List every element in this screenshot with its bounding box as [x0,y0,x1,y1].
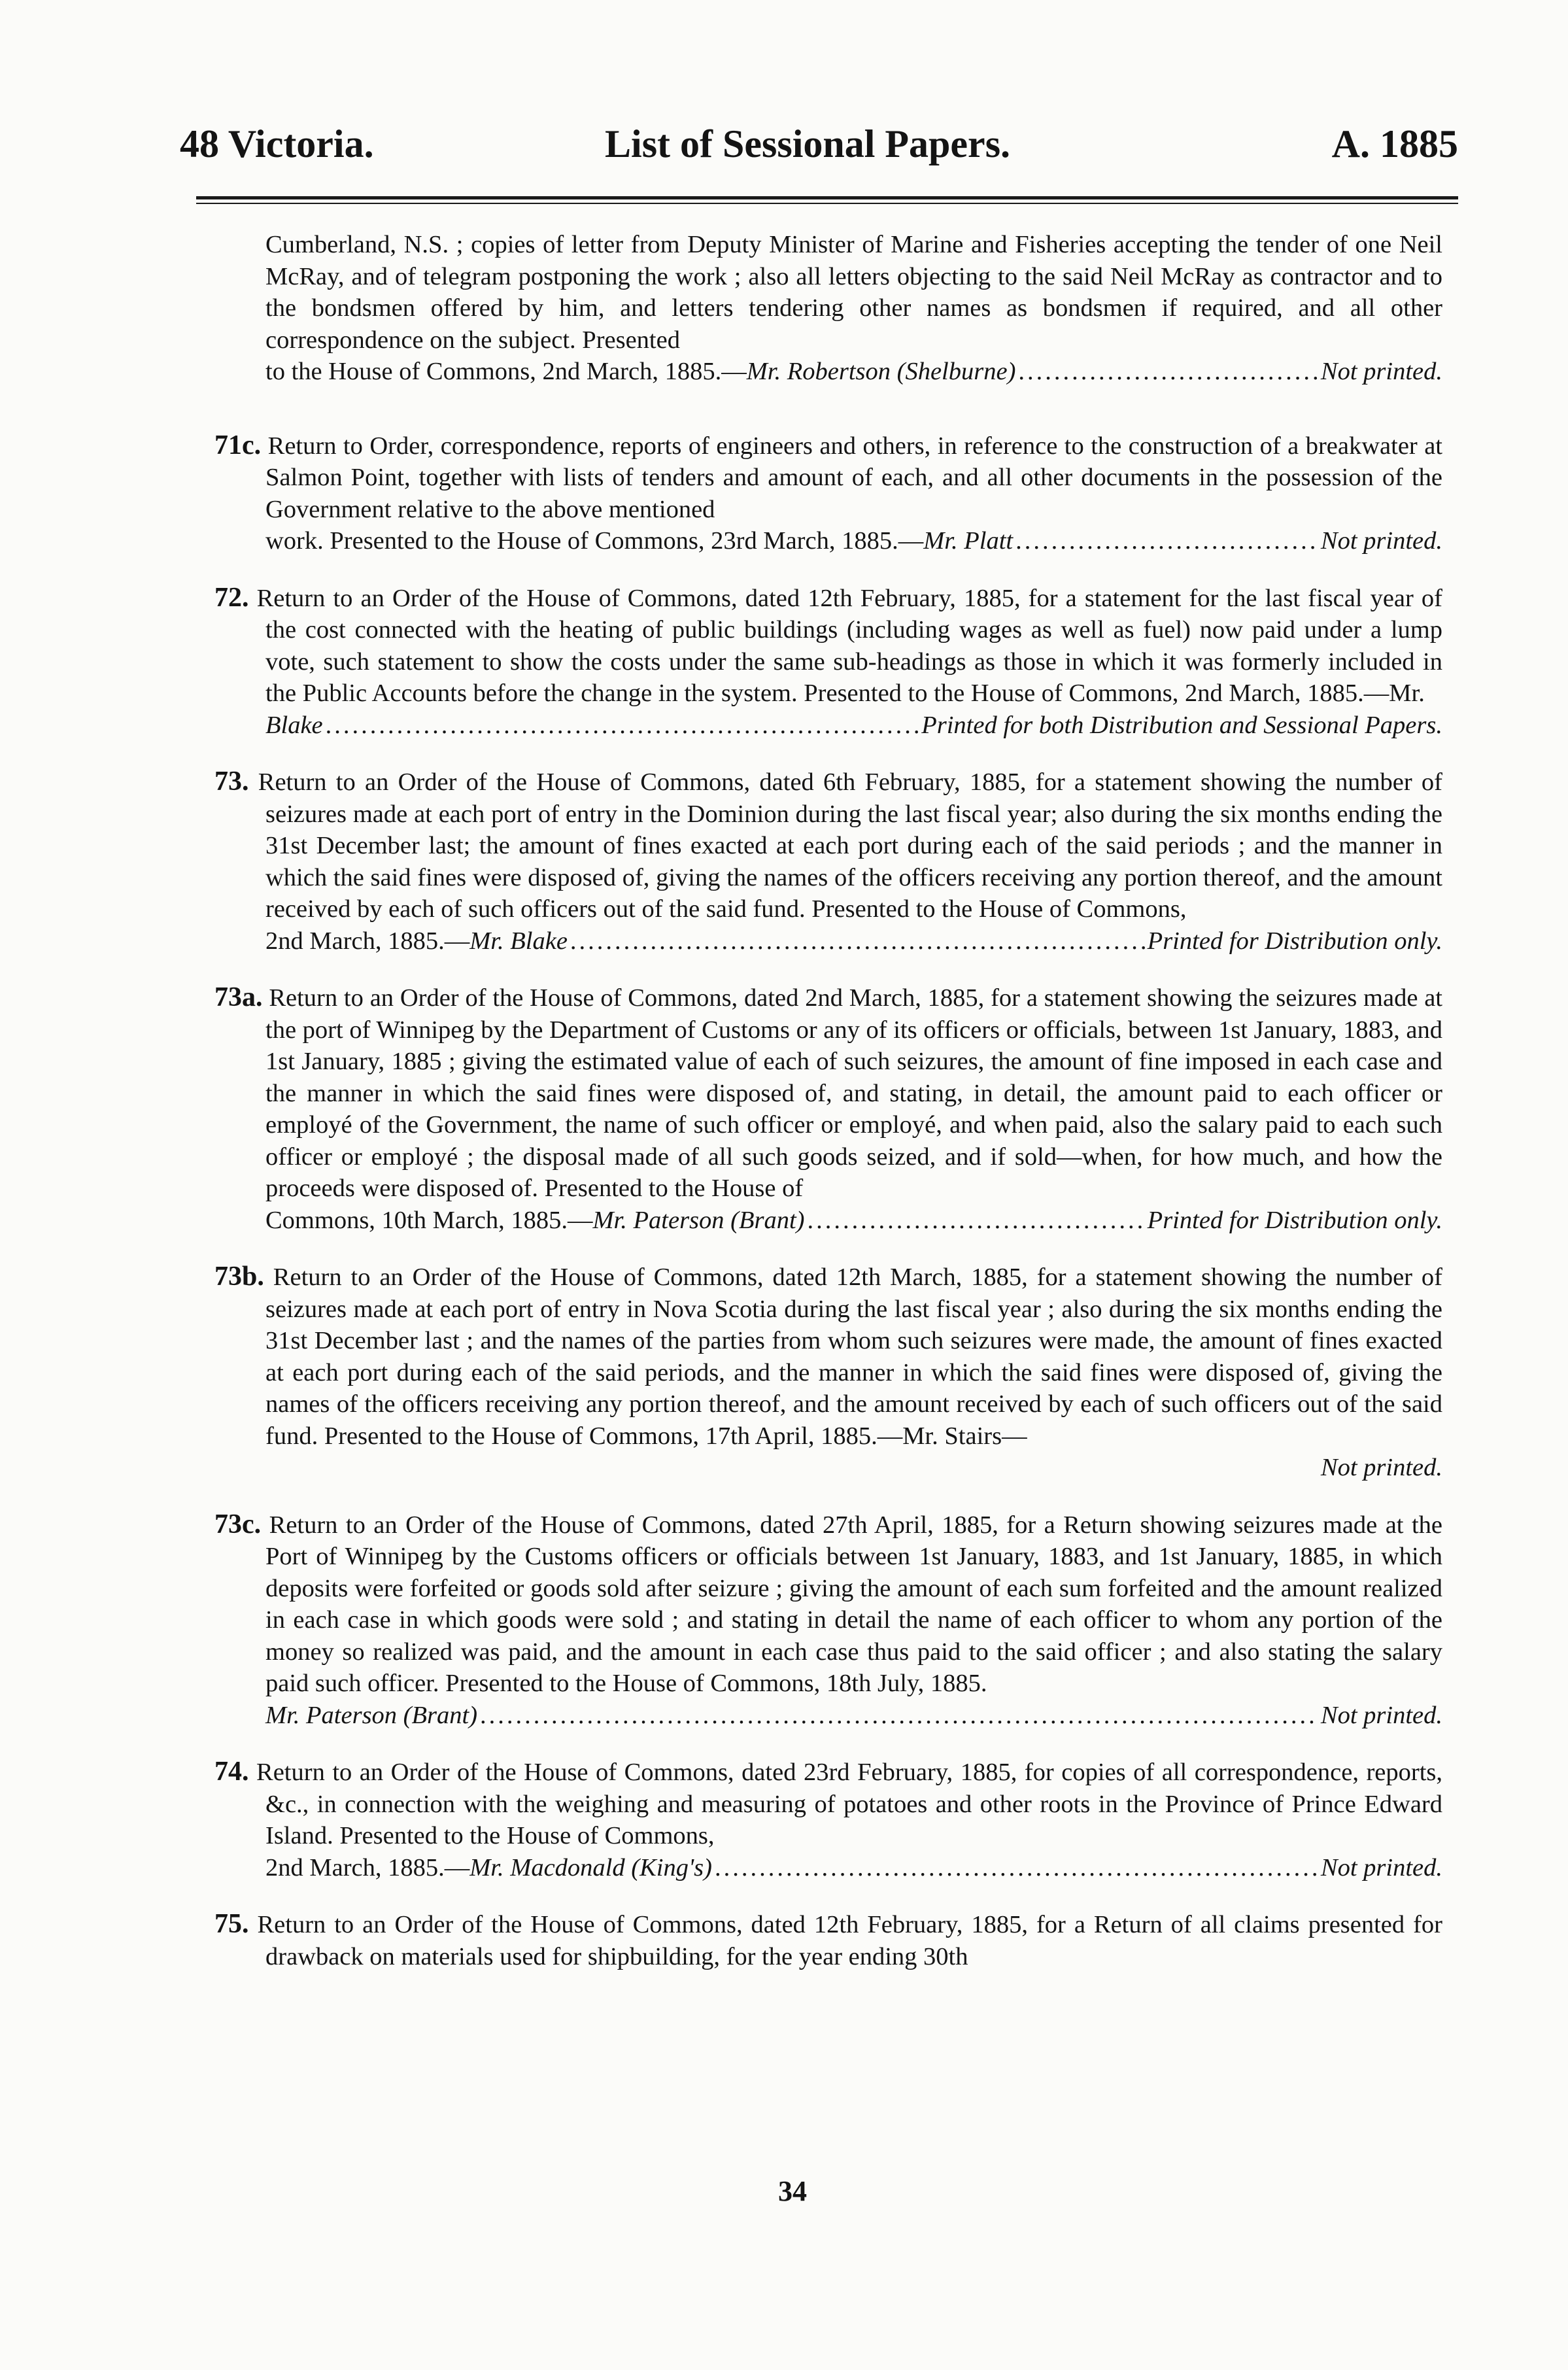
list-item [265,229,1442,388]
header-session: 48 Victoria. [180,122,374,165]
entry-tail-lead [265,710,323,742]
running-header [180,118,1458,177]
entry-text: Return to an Order of the House of Commons, dated 23rd February, 1885, for copies of all correspondence, reports, &c., in connection with the weighing and measuring of potatoes and other roots in the Province of Prince Edward Island. Presented to the House of Commons, [256,1759,1443,1849]
entry-text: Return to an Order of the House of Commons, dated 12th February, 1885, for a statement for the last fiscal year of the cost connected with the heating of public buildings (including wages as well as fuel) now paid under a lump vote, such statement to show the costs under the same sub-headings as those in which it was formerly included in the Public Accounts before the change in the system. Presented to the House of Commons, 2nd March, 1885.—Mr. [256,584,1442,707]
page-number: 34 [778,2175,807,2207]
entry-status: Not printed. [1320,527,1442,555]
leader-dots [1018,356,1318,388]
entry-number: 73. [214,766,249,797]
leader-dots [715,1852,1318,1884]
leader-dots [480,1700,1318,1732]
entry-tail-lead: 2nd March, 1885.—Mr. Blake [265,927,568,955]
list-item [214,982,1443,1236]
entry-tail [265,525,1442,557]
entry-number: 72. [214,582,249,613]
entry-tail-lead: work. Presented to the House of Commons, 23rd March, 1885.—Mr. Platt [265,527,1014,555]
entry-tail [265,1852,1442,1884]
leader-dots [326,710,919,742]
entry-text: Cumberland, N.S. ; copies of letter from Deputy Minister of Marine and Fisheries accepting the tender of one Neil McRay, and of telegram postponing the work ; also all letters objecting to the said Neil McRay as contractor and to the bondsmen offered by him, and letters tendering other names as bondsmen if required, and all other correspondence on the subject. Presented [265,231,1442,354]
entry-number: 71c. [214,430,262,460]
list-item [214,1756,1443,1883]
entry-member: Mr. Paterson (Brant) [592,1206,805,1234]
entry-tail-lead: to the House of Commons, 2nd March, 1885.—Mr. Robertson (Shelburne) [265,358,1016,385]
entry-number: 73b. [214,1262,264,1292]
leader-dots [808,1205,1145,1237]
leader-dots [1015,525,1318,557]
entry-tail [265,710,1442,742]
entry-text: Return to an Order of the House of Commons, dated 27th April, 1885, for a Return showing seizures made at the Port of Winnipeg by the Customs officers or officials between 1st January, 1883, and 1st January, 1885, in which deposits were forfeited or goods sold after seizure ; giving the amount of each sum forfeited and the amount realized in each case in which goods were sold ; and stating in detail the name of each officer to whom any portion of the money so realized was paid, and the amount in each case thus paid to the said officer ; and also stating the salary paid such officer. Presented to the House of Commons, 18th July, 1885. [265,1511,1443,1697]
entry-text: Return to Order, correspondence, reports of engineers and others, in reference to the construction of a breakwater at Salmon Point, together with lists of tenders and amount of each, and all other documents in the possession of the Government relative to the above mentioned [265,432,1443,523]
entry-tail [265,1700,1442,1732]
entry-status: Not printed. [1320,1853,1442,1881]
entry-member: Mr. Platt [923,527,1014,555]
entry-number: 73c. [214,1509,262,1539]
entry-text: Return to an Order of the House of Commons, dated 12th February, 1885, for a Return of all claims presented for drawback on materials used for shipbuilding, for the year ending 30th [257,1911,1443,1970]
entry-text: Return to an Order of the House of Commons, dated 6th February, 1885, for a statement showing the number of seizures made at each port of entry in the Dominion during the last fiscal year; also during the six months ending the 31st December last; the amount of fines exacted at each port during each of the said periods ; and the manner in which the said fines were disposed of, giving the names of the officers receiving any portion thereof, and the amount received by each of such officers out of the said fund. Presented to the House of Commons, [258,768,1443,923]
entry-member: Mr. Blake [469,927,568,955]
list-item [214,1261,1443,1484]
entry-tail [265,1205,1442,1237]
list-item [214,766,1443,957]
entry-status: Not printed. [1320,1454,1442,1481]
entry-number: 75. [214,1909,249,1939]
header-title: List of Sessional Papers. [605,122,1011,165]
list-item [214,1908,1443,1972]
entry-status: Printed for Distribution only. [1147,927,1442,955]
entry-member: Mr. Paterson (Brant) [265,1701,478,1729]
entry-status: Printed for both Distribution and Sessional Papers. [921,711,1442,739]
entry-tail [265,925,1442,957]
entry-text: Return to an Order of the House of Commons, dated 12th March, 1885, for a statement showing the number of seizures made at each port of entry in Nova Scotia during the last fiscal year ; also during the six months ending the 31st December last ; and the names of the parties from whom such seizures were made, the amount of fines exacted at each port during each of the said periods, and the manner in which the said fines were disposed of, giving the names of the officers receiving any portion thereof, and the amount received by each of such officers out of the said fund. Presented to the House of Commons, 17th April, 1885.—Mr. Stairs— [265,1263,1443,1450]
leader-dots [570,925,1145,957]
entry-text: Return to an Order of the House of Commons, dated 2nd March, 1885, for a statement showing the seizures made at the port of Winnipeg by the Department of Customs or any of its officers or officials, between 1st January, 1883, and 1st January, 1885 ; giving the estimated value of each of such seizures, the amount of fine imposed in each case and the manner in which the said fines were disposed of, and stating, in detail, the amount paid to each officer or employé of the Government, the name of such officer or employé, and when paid, also the salary paid to each such officer or employé ; the disposal made of all such goods seized, and if sold—when, for how much, and how the proceeds were disposed of. Presented to the House of [265,984,1443,1202]
entry-tail-lead: Commons, 10th March, 1885.—Mr. Paterson (Brant) [265,1206,805,1234]
entry-status: Not printed. [1320,1701,1442,1729]
header-rule [196,196,1458,205]
entry-number: 74. [214,1757,249,1787]
sessional-paper-list [214,229,1443,1997]
list-item [214,1509,1443,1732]
entry-tail-lead: 2nd March, 1885.—Mr. Macdonald (King's) [265,1853,712,1881]
entry-status: Printed for Distribution only. [1147,1206,1442,1234]
entry-status: Not printed. [1320,358,1442,385]
entry-tail [265,356,1442,388]
entry-member: Mr. Robertson (Shelburne) [746,358,1016,385]
entry-member: Blake [265,711,323,739]
list-item [214,582,1442,742]
entry-member: Mr. Macdonald (King's) [469,1853,712,1881]
entry-number: 73a. [214,982,263,1012]
header-year: A. 1885 [1331,122,1458,165]
list-item [214,430,1443,557]
